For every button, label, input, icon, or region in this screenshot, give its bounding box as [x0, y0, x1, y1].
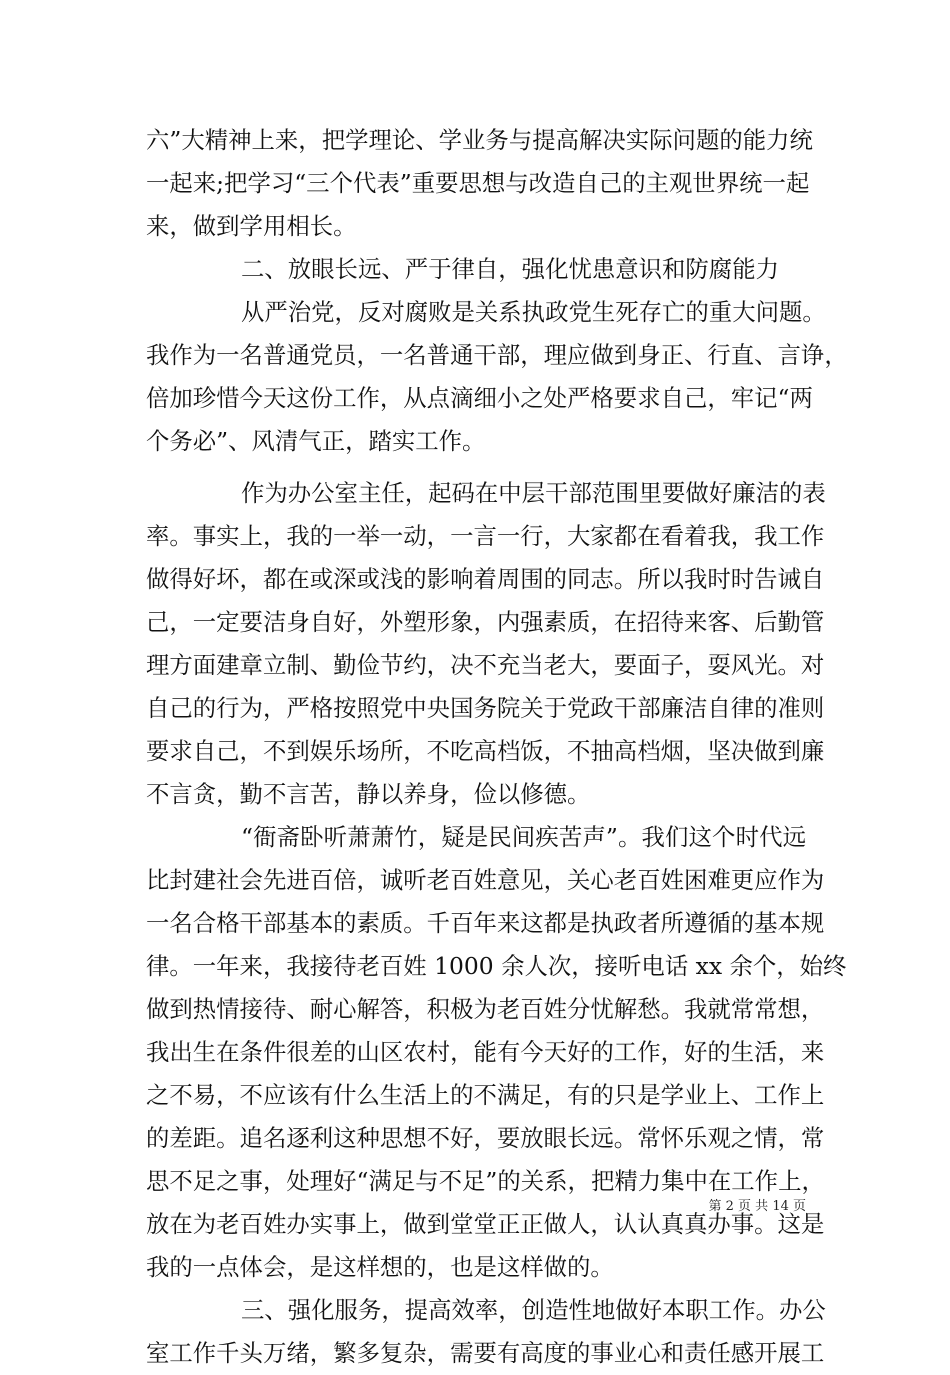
- body-line: 做得好坏，都在或深或浅的影响着周围的同志。所以我时时告诫自: [146, 565, 825, 593]
- body-line: 率。事实上，我的一举一动，一言一行，大家都在看着我，我工作: [146, 522, 825, 550]
- section-heading: 二、放眼长远、严于律自，强化忧患意识和防腐能力: [241, 255, 779, 283]
- body-line: 一名合格干部基本的素质。千百年来这都是执政者所遵循的基本规: [146, 909, 825, 937]
- body-line: 我作为一名普通党员，一名普通干部，理应做到身正、行直、言诤，: [146, 341, 848, 369]
- body-line: 律。一年来，我接待老百姓 1000 余人次，接听电话 xx 余个，始终: [146, 952, 847, 980]
- page-number: 第 2 页 共 14 页: [708, 1199, 806, 1214]
- body-line: 一起来;把学习“三个代表”重要思想与改造自己的主观世界统一起: [146, 169, 810, 197]
- body-line: 我出生在条件很差的山区农村，能有今天好的工作，好的生活，来: [146, 1038, 825, 1066]
- body-line: 从严治党，反对腐败是关系执政党生死存亡的重大问题。: [241, 298, 826, 326]
- body-line: 理方面建章立制、勤俭节约，决不充当老大，要面子，耍风光。对: [146, 651, 825, 679]
- body-line: 我的一点体会，是这样想的，也是这样做的。: [146, 1253, 614, 1281]
- body-line: 之不易，不应该有什么生活上的不满足，有的只是学业上、工作上: [146, 1081, 825, 1109]
- body-line: “衙斋卧听萧萧竹，疑是民间疾苦声”。我们这个时代远: [241, 823, 806, 851]
- body-line: 己，一定要洁身自好，外塑形象，内强素质，在招待来客、后勤管: [146, 608, 825, 636]
- body-line: 要求自己，不到娱乐场所，不吃高档饭，不抽高档烟，坚决做到廉: [146, 737, 825, 765]
- body-line: 做到热情接待、耐心解答，积极为老百姓分忧解愁。我就常常想，: [146, 995, 825, 1023]
- section-heading: 三、强化服务，提高效率，创造性地做好本职工作。办公: [241, 1296, 826, 1324]
- body-line: 作为办公室主任，起码在中层干部范围里要做好廉洁的表: [241, 479, 826, 507]
- body-line: 来，做到学用相长。: [146, 212, 357, 240]
- body-line: 的差距。追名逐利这种思想不好，要放眼长远。常怀乐观之情，常: [146, 1124, 825, 1152]
- body-line: 倍加珍惜今天这份工作，从点滴细小之处严格要求自己，牢记“两: [146, 384, 813, 412]
- body-line: 比封建社会先进百倍，诚听老百姓意见，关心老百姓困难更应作为: [146, 866, 825, 894]
- body-line: 放在为老百姓办实事上，做到堂堂正正做人，认认真真办事。这是: [146, 1210, 825, 1238]
- body-line: 个务必”、风清气正，踏实工作。: [146, 427, 486, 455]
- body-line: 六”大精神上来，把学理论、学业务与提高解决实际问题的能力统: [146, 126, 813, 154]
- body-line: 室工作千头万绪，繁多复杂，需要有高度的事业心和责任感开展工: [146, 1339, 825, 1367]
- body-line: 思不足之事，处理好“满足与不足”的关系，把精力集中在工作上，: [146, 1167, 825, 1195]
- body-line: 自己的行为，严格按照党中央国务院关于党政干部廉洁自律的准则: [146, 694, 825, 722]
- body-line: 不言贪，勤不言苦，静以养身，俭以修德。: [146, 780, 591, 808]
